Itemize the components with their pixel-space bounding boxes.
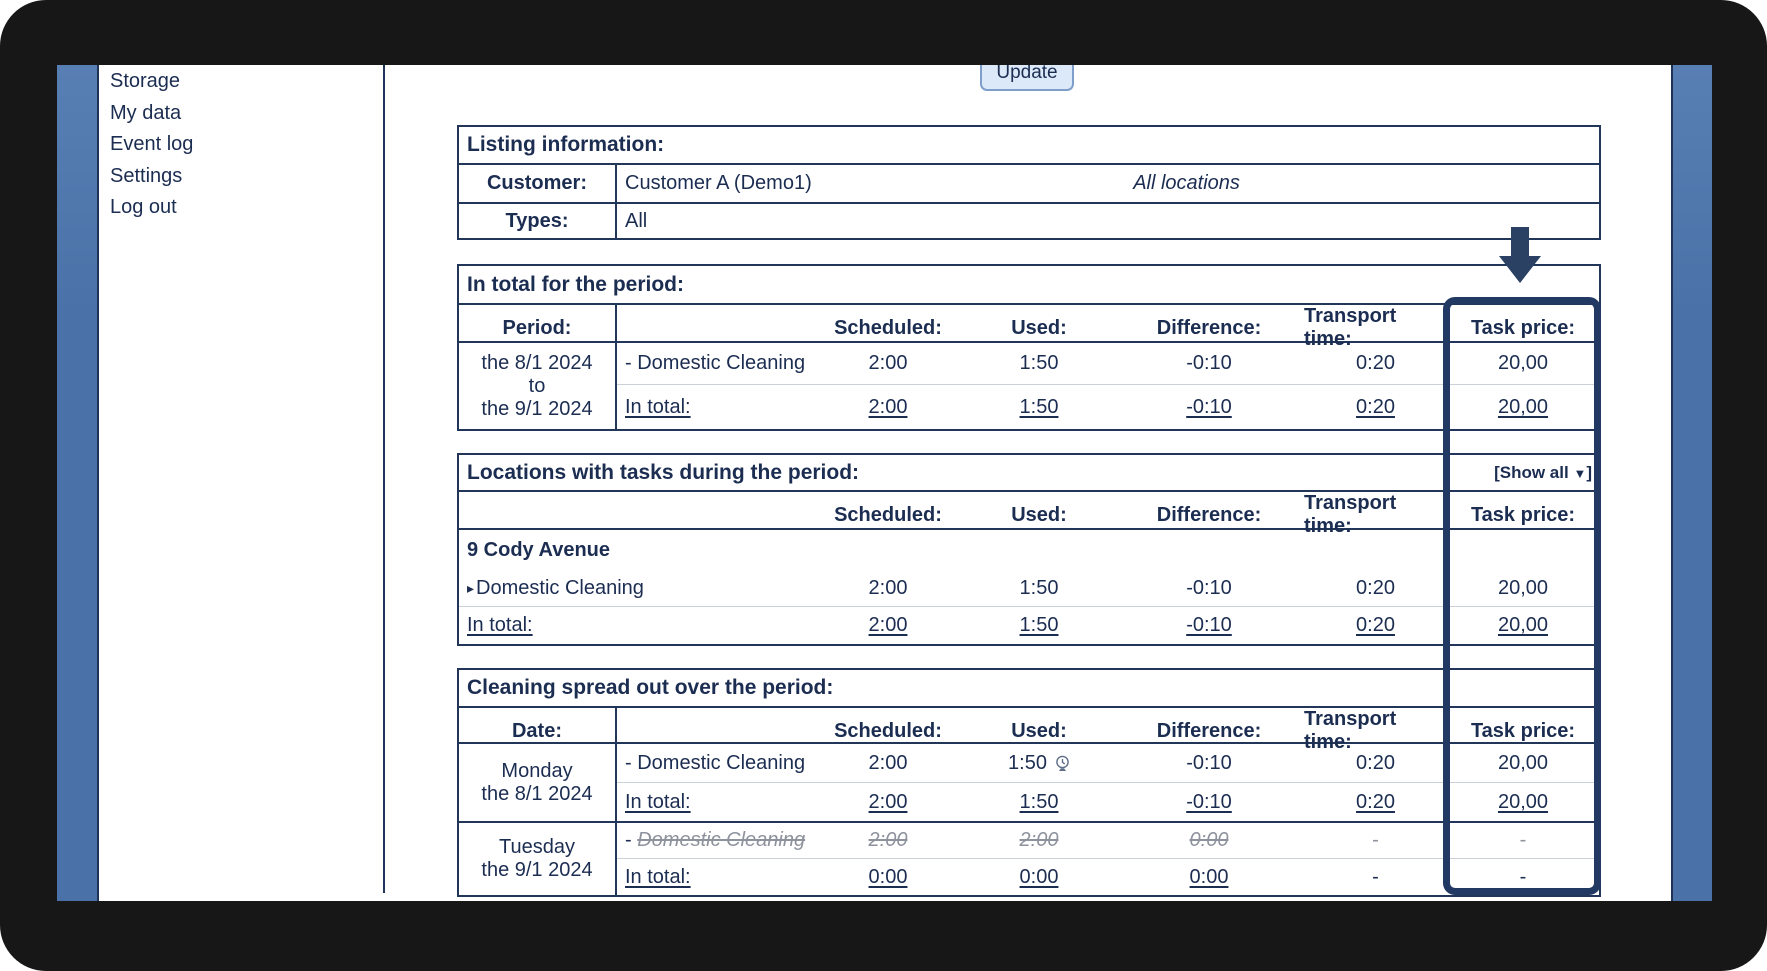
- customer-locations-note: All locations: [1133, 172, 1240, 194]
- period-total-header-row: [459, 305, 1599, 350]
- sidebar-item-settings[interactable]: Settings: [110, 164, 183, 187]
- task-name: - Domestic Cleaning: [625, 352, 806, 374]
- transport-column-header: Transport time:: [1304, 492, 1397, 537]
- app-screen: [57, 65, 1712, 901]
- date-column-header: Date:: [459, 708, 617, 754]
- types-value: All: [625, 209, 648, 232]
- scheduled-column-header: Scheduled:: [834, 316, 942, 339]
- expand-triangle-icon: ▸: [467, 580, 475, 596]
- difference-column-header: Difference:: [1156, 316, 1262, 339]
- monday-block: [459, 744, 1599, 823]
- expandable-task[interactable]: ▸ Domestic Cleaning: [467, 576, 644, 599]
- locations-table: [457, 453, 1601, 646]
- monday-task-row: - Domestic Cleaning 2:00 1:50 -0:10 0:20 20,00: [617, 744, 1599, 783]
- period-total-table: [457, 264, 1601, 431]
- show-all-dropdown[interactable]: [Show all ▼]: [1494, 462, 1592, 482]
- tuesday-total-row: In total: 0:00 0:00 0:00 - -: [617, 859, 1599, 895]
- locations-title-row: Locations with tasks during the period: [Show all ▼]: [459, 455, 1599, 492]
- in-total-link[interactable]: In total:: [467, 614, 533, 636]
- spread-table: [457, 668, 1601, 897]
- types-row: [459, 204, 1599, 238]
- customer-row: [459, 165, 1599, 204]
- location-name-row: 9 Cody Avenue: [467, 538, 610, 561]
- update-button[interactable]: Update: [980, 65, 1074, 91]
- scheduled-column-header: Scheduled:: [834, 503, 942, 526]
- task-price-column-header: Task price:: [1470, 719, 1576, 742]
- scheduled-column-header: Scheduled:: [834, 719, 942, 742]
- tuesday-block: [459, 823, 1599, 895]
- monday-date-cell: Monday the 8/1 2024: [459, 744, 617, 821]
- used-column-header: Used:: [1011, 719, 1067, 742]
- locations-total-row: In total: 2:00 1:50 -0:10 0:20 20,00: [459, 607, 1599, 644]
- left-accent-bar: [57, 65, 99, 901]
- listing-information-table: [457, 125, 1601, 240]
- difference-column-header: Difference:: [1156, 503, 1262, 526]
- types-label: Types:: [459, 204, 617, 238]
- period-column-header: Period:: [459, 305, 617, 351]
- transport-column-header: Transport time:: [1304, 708, 1397, 753]
- used-column-header: Used:: [1011, 503, 1067, 526]
- period-task-row: - Domestic Cleaning 2:00 1:50 -0:10 0:20 20,00: [617, 343, 1599, 385]
- task-price-column-header: Task price:: [1470, 503, 1576, 526]
- period-total-row: In total: 2:00 1:50 -0:10 0:20 20,00: [617, 385, 1599, 429]
- tuesday-task-row: - Domestic Cleaning 2:00 2:00 0:00 - -: [617, 823, 1599, 859]
- in-total-link[interactable]: In total:: [625, 790, 691, 813]
- monday-total-row: In total: 2:00 1:50 -0:10 0:20 20,00: [617, 783, 1599, 821]
- in-total-link[interactable]: In total:: [625, 865, 691, 888]
- difference-column-header: Difference:: [1156, 719, 1262, 742]
- sidebar-nav: [110, 66, 193, 224]
- used-column-header: Used:: [1011, 316, 1067, 339]
- cancelled-task-name: - Domestic Cleaning: [625, 829, 806, 851]
- transport-column-header: Transport time:: [1304, 305, 1397, 350]
- spread-title: Cleaning spread out over the period:: [459, 670, 1599, 708]
- period-total-title: In total for the period:: [459, 266, 1599, 305]
- sidebar-item-log-out[interactable]: Log out: [110, 196, 177, 218]
- customer-label: Customer:: [459, 165, 617, 202]
- in-total-link[interactable]: In total:: [625, 395, 691, 418]
- locations-header-row: [459, 492, 1599, 537]
- sidebar-divider: [383, 65, 385, 893]
- tuesday-date-cell: Tuesday the 9/1 2024: [459, 823, 617, 895]
- sidebar-item-my-data[interactable]: My data: [110, 101, 182, 124]
- dropdown-arrow-icon: ▼: [1573, 465, 1587, 481]
- task-price-column-header: Task price:: [1470, 316, 1576, 339]
- location-task-row: ▸ Domestic Cleaning 2:00 1:50 -0:10 0:20 20,00: [459, 570, 1599, 607]
- period-range-cell: the 8/1 2024 to the 9/1 2024: [459, 343, 617, 429]
- listing-information-title: Listing information:: [459, 127, 1599, 165]
- customer-value: Customer A (Demo1): [625, 172, 812, 194]
- sidebar-item-event-log[interactable]: Event log: [110, 133, 194, 155]
- task-name: - Domestic Cleaning: [625, 751, 806, 774]
- sidebar-item-storage[interactable]: Storage: [110, 70, 181, 92]
- clock-icon: [1055, 755, 1070, 772]
- spread-header-row: [459, 708, 1599, 753]
- right-accent-bar: [1671, 65, 1712, 901]
